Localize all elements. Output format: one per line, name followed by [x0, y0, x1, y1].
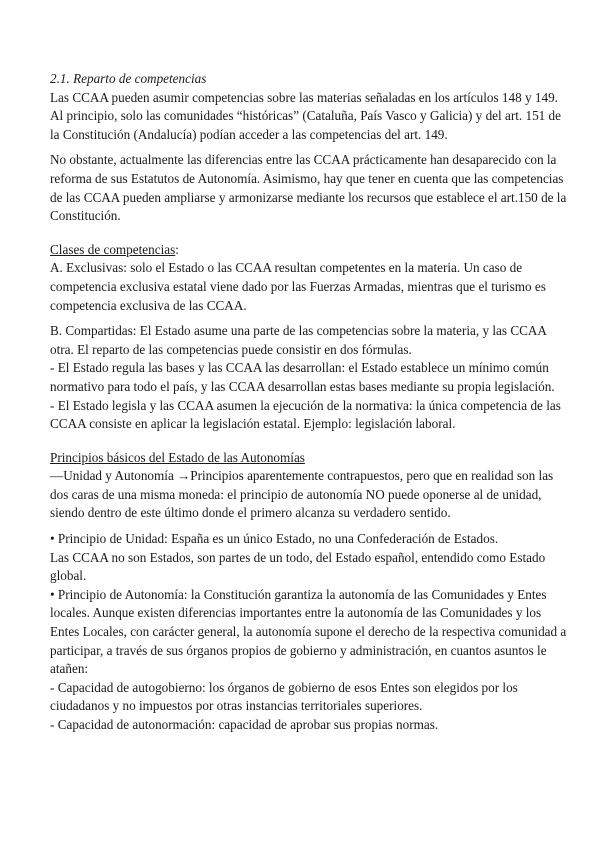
paragraph-no-obstante: No obstante, actualmente las diferencias entre las CCAA prácticamente han desaparecido con la reforma de sus Estatutos de Autonomía. Asimismo, hay que tener en cuenta que las competencias de las CCAA pueden ampliarse y armonizarse mediante los recursos que establece el art.150 de la Constitución. — [50, 152, 567, 224]
bullet-principio-unidad: • Principio de Unidad: España es un único Estado, no una Confederación de Estados. — [50, 531, 499, 547]
paragraph-unidad-continuacion: Las CCAA no son Estados, son partes de un todo, del Estado español, entendido como Estado global. — [50, 549, 546, 584]
paragraph-compartidas: B. Compartidas: El Estado asume una parte de las competencias sobre la materia, y las CCAA otra. El reparto de las competencias puede consistir en dos fórmulas. — [50, 323, 547, 357]
paragraph-unidad-autonomia: —Unidad y Autonomía →Principios aparentemente contrapuestos, pero que en realidad son las dos caras de una misma moneda: el principio de autonomía NO puede oponerse al de unidad, siendo dentro de este último donde el primero alcanza su verdadero sentido. — [50, 468, 554, 521]
list-item-bases: - El Estado regula las bases y las CCAA las desarrollan: el Estado establece un mínimo común normativo para todo el país, y las CCAA desarrollan estas bases mediante su propia legislación. — [50, 360, 555, 394]
heading-clases-competencias — [50, 241, 570, 260]
section-title-reparto: 2.1. Reparto de competencias — [50, 71, 207, 86]
document-page — [50, 70, 570, 735]
heading-principios-basicos: Principios básicos del Estado de las Autonomías — [50, 449, 305, 465]
paragraph-ccaa-competencias: Las CCAA pueden asumir competencias sobre las materias señaladas en los artículos 148 y 149. Al principio, solo las comunidades “históricas” (Cataluña, País Vasco y Galicia) y del art. 151 de la Constitución (Andalucía) podían acceder a las competencias del art. 149. — [50, 89, 562, 142]
heading-clases-text: Clases de competencias — [50, 241, 176, 257]
bullet-principio-autonomia: • Principio de Autonomía: la Constitución garantiza la autonomía de las Comunidades y Entes locales. Aunque existen diferencias importantes entre la autonomía de las Comunidades y los Entes Locales, con carácter general, la autonomía supone el derecho de la respectiva comunidad a participar, a través de sus órganos propios de gobierno y administración, en cuantos asuntos le atañen: — [50, 586, 567, 677]
list-item-autogobierno: - Capacidad de autogobierno: los órganos de gobierno de esos Entes son elegidos por los ciudadanos y no impuestos por otras instancias territoriales superiores. — [50, 679, 518, 714]
paragraph-exclusivas: A. Exclusivas: solo el Estado o las CCAA resultan competentes en la materia. Un caso de competencia exclusiva estatal viene dado por las Fuerzas Armadas, mientras que el turismo es competencia exclusiva de las CCAA. — [50, 260, 546, 313]
heading-clases-colon: : — [175, 241, 179, 257]
list-item-ejecucion: - El Estado legisla y las CCAA asumen la ejecución de la normativa: la única competencia de las CCAA consiste en aplicar la legislación estatal. Ejemplo: legislación laboral. — [50, 397, 561, 432]
list-item-autonormacion: - Capacidad de autonormación: capacidad de aprobar sus propias normas. — [50, 717, 439, 732]
